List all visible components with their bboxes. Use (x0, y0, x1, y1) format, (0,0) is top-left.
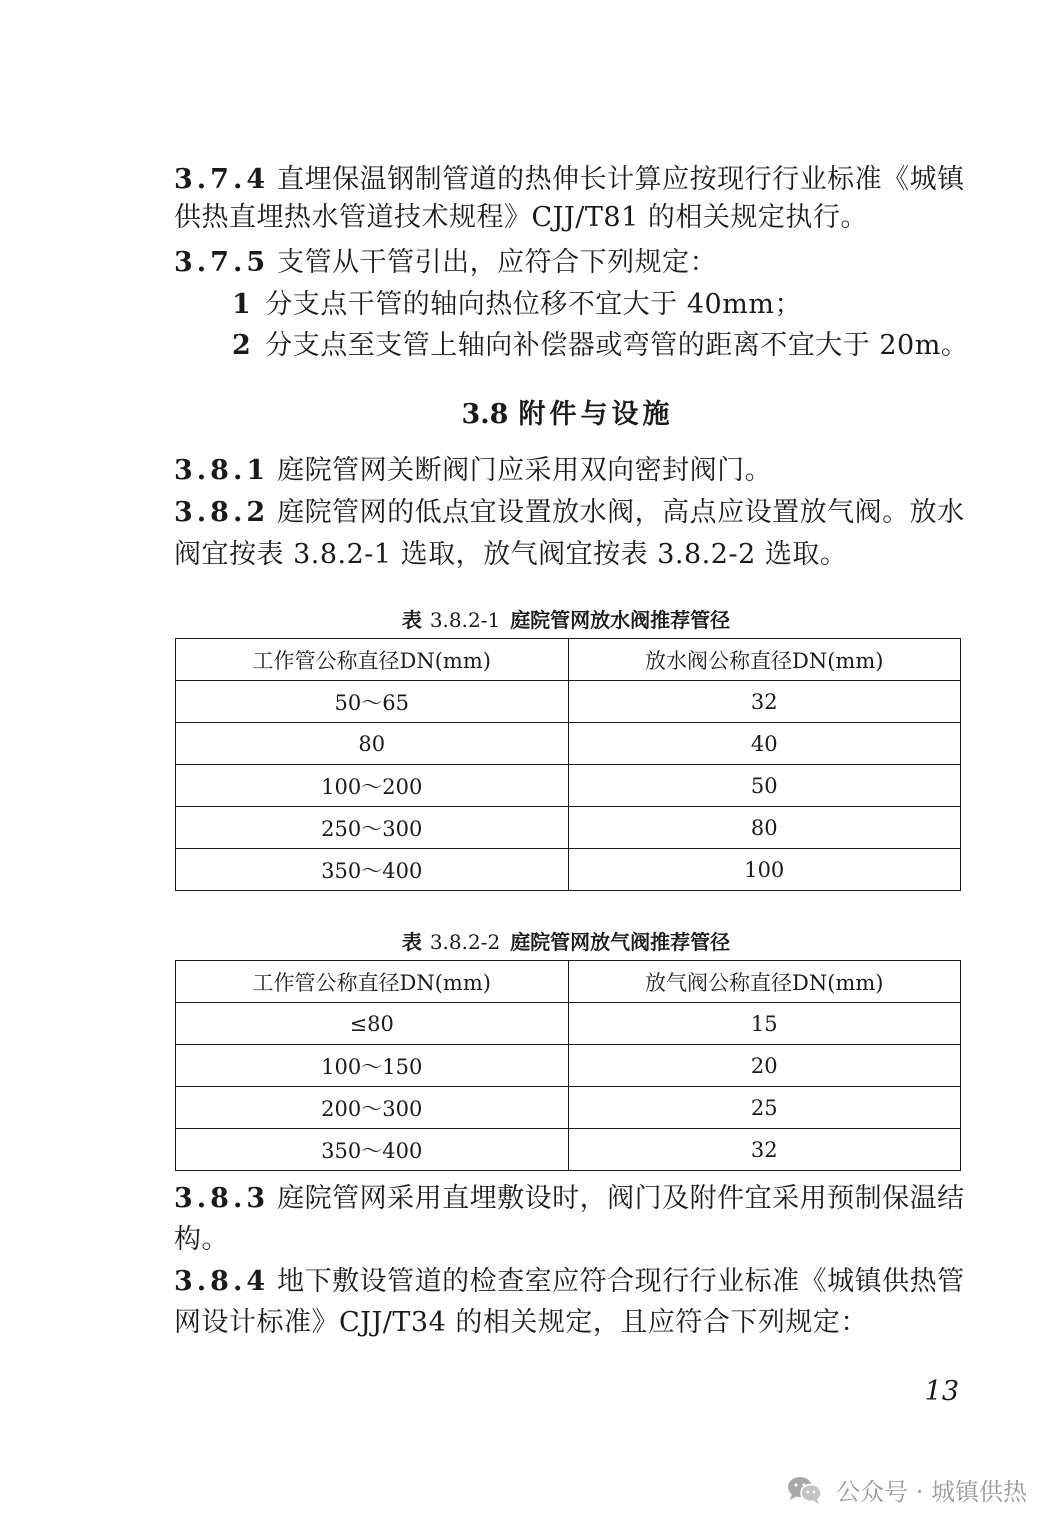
table-cell: 100 (568, 849, 961, 891)
table-row (176, 849, 961, 891)
table-cell: 40 (568, 723, 961, 765)
table-cell: 80 (176, 723, 569, 765)
clause-number: 3.7.5 (174, 247, 270, 278)
clause-text: 庭院管网关断阀门应采用双向密封阀门。 (277, 455, 773, 486)
air-valve-table (175, 960, 961, 1171)
clause-text: 供热直埋热水管道技术规程》CJJ/T81 的相关规定执行。 (174, 202, 868, 233)
list-item (232, 285, 1032, 325)
caption-number: 3.8.2-2 (429, 930, 501, 954)
table-header-cell: 工作管公称直径DN(mm) (176, 961, 569, 1003)
clause-number: 3.8.2 (174, 497, 270, 528)
list-item-number: 2 (232, 330, 252, 361)
clause-text: 构。 (174, 1224, 229, 1255)
clause-3-8-4 (174, 1262, 974, 1302)
table-cell: 32 (568, 1129, 961, 1171)
table-cell: 20 (568, 1045, 961, 1087)
clause-3-8-1 (174, 451, 974, 491)
clause-3-7-4-cont (174, 198, 974, 238)
table-row (176, 1129, 961, 1171)
caption-number: 3.8.2-1 (429, 608, 501, 632)
table-cell: 250～300 (176, 807, 569, 849)
clause-3-7-5 (174, 243, 974, 283)
table-row (176, 1045, 961, 1087)
clause-text: 支管从干管引出，应符合下列规定： (277, 247, 718, 278)
caption-prefix: 表 (401, 608, 422, 632)
table-row (176, 1003, 961, 1045)
table-row (176, 681, 961, 723)
clause-number: 3.7.4 (174, 164, 270, 195)
table-cell: 15 (568, 1003, 961, 1045)
caption-prefix: 表 (401, 930, 422, 954)
table-cell: 32 (568, 681, 961, 723)
watermark (786, 1472, 1027, 1507)
section-number: 3.8 (461, 399, 509, 430)
caption-title: 庭院管网放气阀推荐管径 (510, 930, 731, 954)
list-item (232, 326, 1032, 366)
list-item-number: 1 (232, 289, 252, 320)
clause-3-8-2 (174, 493, 974, 533)
section-heading (38, 392, 1059, 431)
table-row (176, 765, 961, 807)
table-cell: 200～300 (176, 1087, 569, 1129)
table-row (176, 807, 961, 849)
section-title: 附件与设施 (518, 399, 674, 430)
caption-title: 庭院管网放水阀推荐管径 (510, 608, 731, 632)
table-header-cell: 工作管公称直径DN(mm) (176, 639, 569, 681)
table-cell: 50 (568, 765, 961, 807)
table-cell: ≤80 (176, 1003, 569, 1045)
drain-valve-table (175, 638, 961, 891)
clause-number: 3.8.4 (174, 1266, 270, 1297)
watermark-text: 公众号 · 城镇供热 (836, 1478, 1027, 1506)
clause-3-8-2-cont (174, 535, 974, 575)
table-row (176, 1087, 961, 1129)
clause-text: 庭院管网采用直埋敷设时，阀门及附件宜采用预制保温结 (277, 1183, 965, 1214)
table-cell: 25 (568, 1087, 961, 1129)
clause-3-8-4-cont (174, 1303, 974, 1343)
table-caption (0, 604, 1059, 633)
table-cell: 80 (568, 807, 961, 849)
clause-text: 庭院管网的低点宜设置放水阀，高点应设置放气阀。放水 (277, 497, 965, 528)
clause-text: 地下敷设管道的检查室应符合现行行业标准《城镇供热管 (277, 1266, 965, 1297)
table-cell: 350～400 (176, 1129, 569, 1171)
list-item-text: 分支点干管的轴向热位移不宜大于 40mm； (265, 289, 802, 320)
clause-text: 阀宜按表 3.8.2-1 选取，放气阀宜按表 3.8.2-2 选取。 (174, 539, 848, 570)
table-caption (0, 926, 1059, 955)
clause-text: 直埋保温钢制管道的热伸长计算应按现行行业标准《城镇 (277, 164, 965, 195)
table-cell: 50～65 (176, 681, 569, 723)
table-header-row (176, 639, 961, 681)
table-cell: 100～150 (176, 1045, 569, 1087)
table-header-cell: 放气阀公称直径DN(mm) (568, 961, 961, 1003)
clause-3-8-3-cont (174, 1220, 974, 1260)
clause-text: 网设计标准》CJJ/T34 的相关规定，且应符合下列规定： (174, 1307, 868, 1338)
table-header-row (176, 961, 961, 1003)
clause-3-7-4 (174, 160, 974, 200)
table-cell: 350～400 (176, 849, 569, 891)
clause-number: 3.8.1 (174, 455, 270, 486)
page-number: 13 (924, 1376, 959, 1407)
table-header-cell: 放水阀公称直径DN(mm) (568, 639, 961, 681)
table-cell: 100～200 (176, 765, 569, 807)
clause-number: 3.8.3 (174, 1183, 270, 1214)
wechat-icon (786, 1475, 824, 1505)
clause-3-8-3 (174, 1179, 974, 1219)
table-row (176, 723, 961, 765)
list-item-text: 分支点至支管上轴向补偿器或弯管的距离不宜大于 20m。 (265, 330, 969, 361)
